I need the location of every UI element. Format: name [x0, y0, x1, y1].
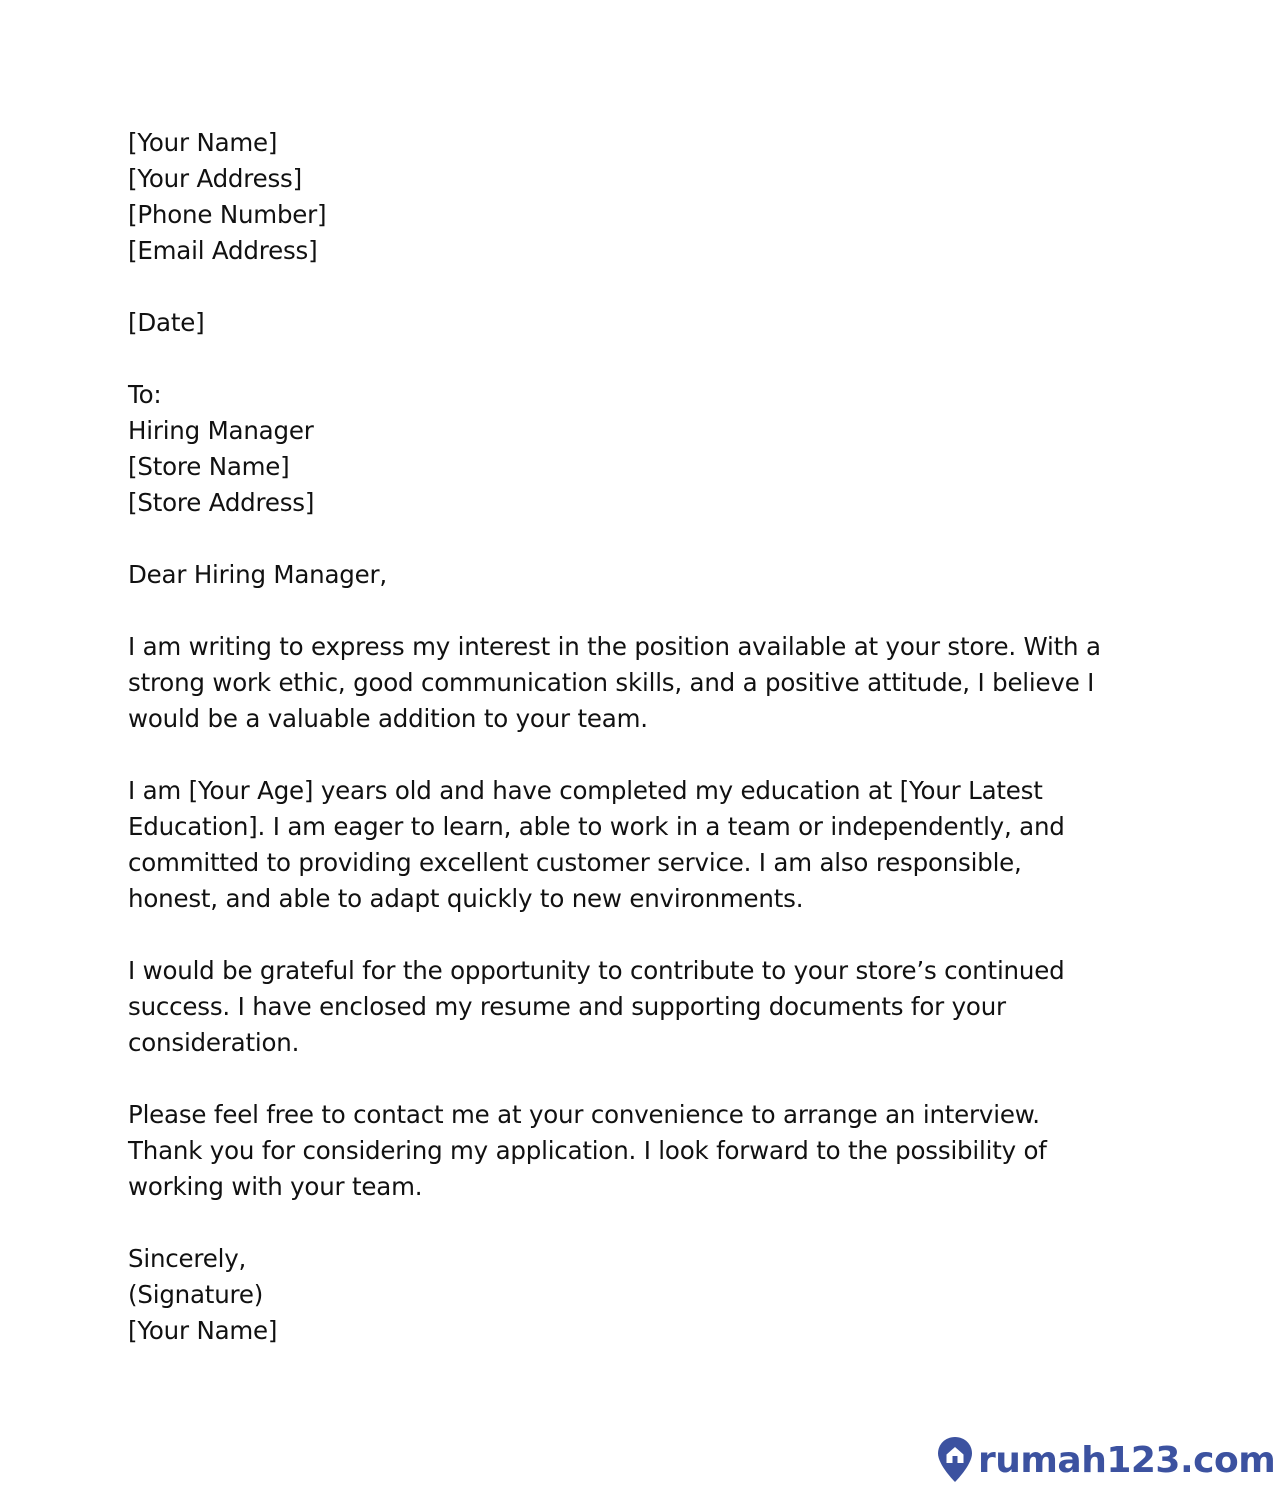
date-block — [128, 305, 1118, 341]
sender-name: [Your Name] — [128, 128, 278, 157]
body-paragraph-1 — [128, 629, 1118, 737]
watermark-text: rumah123.com — [978, 1439, 1276, 1481]
body-paragraph-2 — [128, 773, 1118, 917]
recipient-block — [128, 377, 1118, 521]
body-paragraph-4 — [128, 1097, 1118, 1205]
paragraph-text: I would be grateful for the opportunity to contribute to your store’s continued success. I have enclosed my resume and supporting documents for your consideration. — [128, 956, 1065, 1057]
sender-block — [128, 125, 1118, 269]
paragraph-text: I am [Your Age] years old and have completed my education at [Your Latest Education]. I am eager to learn, able to work in a team or independently, and committed to providing excellent customer service. I am also responsible, honest, and able to adapt quickly to new environments. — [128, 776, 1065, 913]
salutation-block — [128, 557, 1118, 593]
body-paragraph-3 — [128, 953, 1118, 1061]
letter — [128, 125, 1118, 1385]
closing-name: [Your Name] — [128, 1316, 278, 1345]
closing-block — [128, 1241, 1118, 1349]
paragraph-text: I am writing to express my interest in the position available at your store. With a strong work ethic, good communication skills, and a positive attitude, I believe I would be a valuable addition to your team. — [128, 632, 1101, 733]
paragraph-text: Please feel free to contact me at your convenience to arrange an interview. Thank you for considering my application. I look forward to the possibility of working with your team. — [128, 1100, 1047, 1201]
salutation: Dear Hiring Manager, — [128, 560, 387, 589]
closing-signature: (Signature) — [128, 1280, 264, 1309]
sender-address: [Your Address] — [128, 164, 302, 193]
sender-phone: [Phone Number] — [128, 200, 327, 229]
closing-valediction: Sincerely, — [128, 1244, 247, 1273]
recipient-store-name: [Store Name] — [128, 452, 290, 481]
watermark-logo — [936, 1430, 1275, 1490]
recipient-store-address: [Store Address] — [128, 488, 315, 517]
sender-email: [Email Address] — [128, 236, 318, 265]
letter-date: [Date] — [128, 308, 205, 337]
recipient-to-label: To: — [128, 380, 162, 409]
recipient-title: Hiring Manager — [128, 416, 314, 445]
location-pin-icon — [936, 1435, 974, 1485]
